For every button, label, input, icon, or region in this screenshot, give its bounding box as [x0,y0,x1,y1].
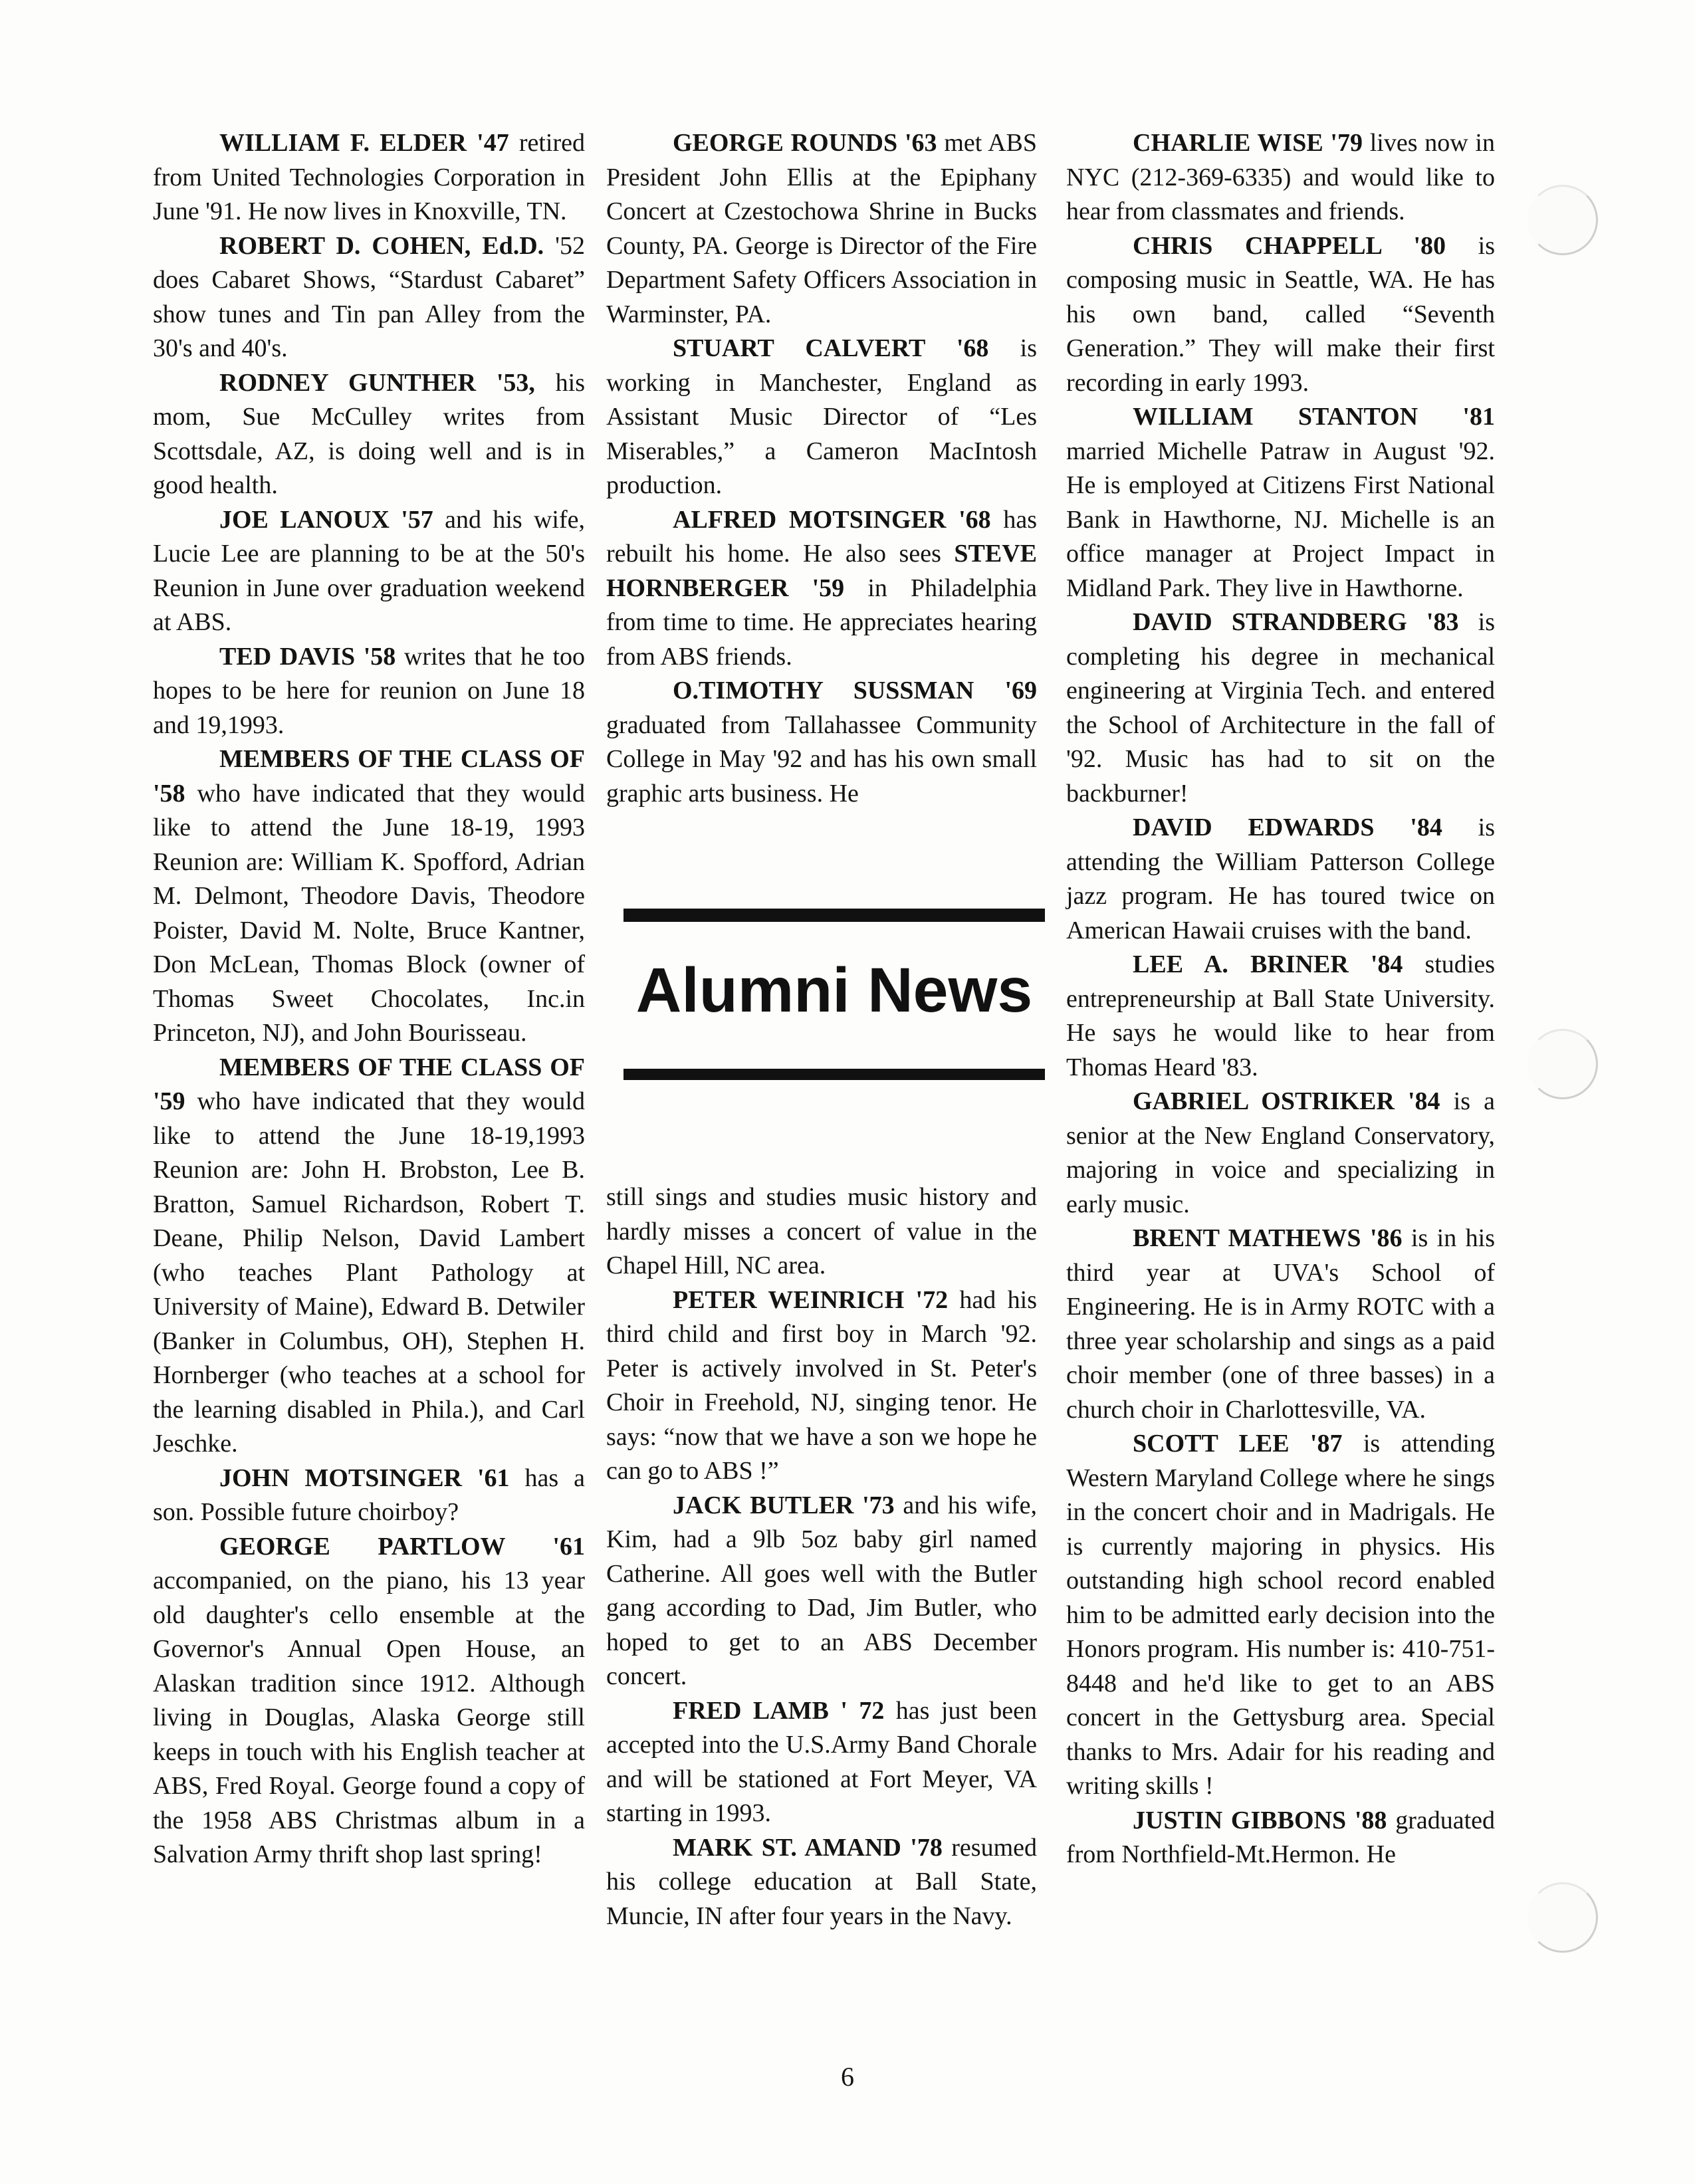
news-item [606,503,1037,675]
alumnus-name: JUSTIN GIBBONS '88 [1133,1806,1387,1834]
news-item [606,674,1037,811]
news-text: has a son. Possible future choirboy? [153,1464,585,1526]
news-item [1066,1804,1495,1872]
alumnus-name: WILLIAM STANTON '81 [1133,403,1495,431]
news-item [1066,605,1495,811]
news-item [1066,1222,1495,1427]
alumnus-name: JOHN MOTSINGER '61 [219,1464,510,1492]
news-text: who have indicated that they would like to attend the June 18-19, 1993 Reunion are: William K. Spofford, Adrian M. Delmont, Theodore Davis, Theodore Poister, David M. Nolte, Bruce Kantner, Don McLean, Thomas Block (owner of Thomas Sweet Chocolates, Inc.in Princeton, NJ), and John Bourisseau. [153,779,585,1047]
news-item [1066,229,1495,401]
news-item [153,229,585,366]
page-number: 6 [841,2062,854,2092]
news-text: graduated from Northfield-Mt.Hermon. He [1066,1806,1495,1868]
news-text: is attending Western Maryland College where he sings in the concert choir and in Madrigals. He is currently majoring in physics. His outstanding high school record enabled him to be admitted early decision into the Honors program. His number is: 410-751-8448 and he'd like to get to an ABS concert in the Gettysburg area. Special thanks to Mrs. Adair for his reading and writing skills ! [1066,1430,1495,1800]
news-text: met ABS President John Ellis at the Epiphany Concert at Czestochowa Shrine in Bucks County, PA. George is Director of the Fire Department Safety Officers Association in Warminster, PA. [606,129,1038,328]
heading-rule-bottom [623,1069,1045,1080]
news-text: studies entrepreneurship at Ball State University. He says he would like to hear from Thomas Heard '83. [1066,950,1495,1081]
news-item [153,366,585,503]
news-text: is working in Manchester, England as Assistant Music Director of “Les Miserables,” a Cameron MacIntosh production. [606,334,1037,499]
news-text: his mom, Sue McCulley writes from Scottsdale, AZ, is doing well and is in good health. [153,368,585,499]
news-item [153,1051,585,1462]
alumnus-name: WILLIAM F. ELDER '47 [219,129,509,157]
section-heading: Alumni News [635,955,1033,1026]
news-item [153,1530,585,1872]
alumnus-name: CHARLIE WISE '79 [1133,129,1363,157]
news-item [606,1831,1037,1934]
news-item [606,1283,1037,1489]
news-item [606,1180,1037,1283]
news-text: is a senior at the New England Conservatory, majoring in voice and specializing in early music. [1066,1087,1495,1218]
news-text: has rebuilt his home. He also sees [606,505,1037,568]
alumnus-name: GEORGE PARTLOW '61 [219,1532,585,1561]
alumnus-name: ALFRED MOTSINGER '68 [673,505,991,534]
alumnus-name: ROBERT D. COHEN, Ed.D. [219,231,544,260]
news-text: still sings and studies music history and hardly misses a concert of value in the Chapel Hill, NC area. [606,1183,1037,1279]
column-2 [606,126,1037,811]
column-3 [1066,126,1495,1872]
news-text: is in his third year at UVA's School of Engineering. He is in Army ROTC with a three year scholarship and sings as a paid choir member (one of three basses) in a church choir in Charlottesville, VA. [1066,1224,1495,1424]
news-text: has just been accepted into the U.S.Army Band Chorale and will be stationed at Fort Meyer, VA starting in 1993. [606,1696,1038,1827]
news-text: accompanied, on the piano, his 13 year old daughter's cello ensemble at the Governor's Annual Open House, an Alaskan tradition since 1912. Although living in Douglas, Alaska George still keeps in touch with his English teacher at ABS, Fred Royal. George found a copy of the 1958 ABS Christmas album in a Salvation Army thrift shop last spring! [153,1567,585,1868]
news-text: is composing music in Seattle, WA. He has his own band, called “Seventh Generation.” They will make their first recording in early 1993. [1066,231,1495,397]
news-item [153,503,585,640]
alumnus-name: O.TIMOTHY SUSSMAN '69 [673,677,1037,705]
heading-rule-top [623,909,1045,922]
news-item [606,1694,1037,1831]
news-item [1066,1427,1495,1804]
alumnus-name: STEVE HORNBERGER '59 [606,540,1037,602]
news-item [1066,811,1495,948]
news-text: who have indicated that they would like to attend the June 18-19,1993 Reunion are: John H. Brobston, Lee B. Bratton, Samuel Richardson, Robert T. Deane, Philip Nelson, David Lambert (who teaches Plant Pathology at University of Maine), Edward B. Detwiler (Banker in Columbus, OH), Stephen H. Hornberger (who teaches at a school for the learning disabled in Phila.), and Carl Jeschke. [153,1087,585,1458]
binder-hole [1527,185,1598,255]
binder-hole [1527,1029,1598,1099]
news-text: is attending the William Patterson College jazz program. He has toured twice on American Hawaii cruises with the band. [1066,814,1495,944]
news-text: and his wife, Kim, had a 9lb 5oz baby girl named Catherine. All goes well with the Butler gang according to Dad, Jim Butler, who hoped to get to an ABS December concert. [606,1491,1037,1690]
news-text: resumed his college education at Ball State, Muncie, IN after four years in the Navy. [606,1833,1037,1930]
news-text: retired from United Technologies Corporation in June '91. He now lives in Knoxville, TN. [153,129,585,225]
alumnus-name: TED DAVIS '58 [219,642,396,671]
column-2-continued [606,1180,1037,1933]
news-text: in Philadelphia from time to time. He appreciates hearing from ABS friends. [606,574,1037,671]
news-item [1066,1085,1495,1222]
alumnus-name: STUART CALVERT '68 [673,334,989,362]
alumnus-name: SCOTT LEE '87 [1133,1430,1343,1458]
alumnus-name: PETER WEINRICH '72 [673,1285,949,1314]
column-1 [153,126,585,1872]
alumnus-name: DAVID EDWARDS '84 [1133,814,1442,841]
news-text: writes that he too hopes to be here for reunion on June 18 and 19,1993. [153,642,586,739]
alumnus-name: DAVID STRANDBERG '83 [1133,608,1459,636]
news-item [1066,400,1495,605]
alumnus-name: MEMBERS OF THE CLASS OF '58 [153,745,585,808]
news-text: had his third child and first boy in March '92. Peter is actively involved in St. Peter's Choir in Freehold, NJ, singing tenor. He says: “now that we have a son we hope he can go to ABS !” [606,1285,1037,1485]
alumnus-name: RODNEY GUNTHER '53, [219,368,535,397]
news-text: '52 does Cabaret Shows, “Stardust Cabaret” show tunes and Tin pan Alley from the 30's and 40's. [153,231,585,362]
news-item [153,1462,585,1530]
news-item [606,1489,1037,1694]
alumnus-name: GABRIEL OSTRIKER '84 [1133,1087,1440,1115]
news-item [1066,126,1495,229]
alumnus-name: MEMBERS OF THE CLASS OF '59 [153,1053,585,1115]
news-text: lives now in NYC (212-369-6335) and would like to hear from classmates and friends. [1066,129,1495,225]
alumnus-name: JOE LANOUX '57 [219,505,433,534]
news-item [606,126,1037,332]
news-item [153,640,585,743]
alumnus-name: CHRIS CHAPPELL '80 [1133,231,1446,260]
news-item [1066,948,1495,1085]
news-text: is completing his degree in mechanical engineering at Virginia Tech. and entered the School of Architecture in the fall of '92. Music has had to sit on the backburner! [1066,608,1495,808]
news-text: married Michelle Patraw in August '92. He is employed at Citizens First National Bank in Hawthorne, NJ. Michelle is an office manager at Project Impact in Midland Park. They live in Hawthorne. [1066,437,1495,602]
news-text: graduated from Tallahassee Community College in May '92 and has his own small graphic arts business. He [606,710,1037,808]
news-item [153,126,585,229]
alumnus-name: MARK ST. AMAND '78 [673,1833,943,1862]
news-item [606,332,1037,503]
news-text: and his wife, Lucie Lee are planning to be at the 50's Reunion in June over graduation weekend at ABS. [153,505,586,636]
alumnus-name: GEORGE ROUNDS '63 [673,129,937,157]
news-item [153,742,585,1051]
binder-hole [1527,1882,1598,1953]
alumnus-name: LEE A. BRINER '84 [1133,950,1403,978]
alumnus-name: JACK BUTLER '73 [673,1491,895,1519]
alumnus-name: BRENT MATHEWS '86 [1133,1224,1403,1252]
alumnus-name: FRED LAMB ' 72 [673,1696,885,1725]
